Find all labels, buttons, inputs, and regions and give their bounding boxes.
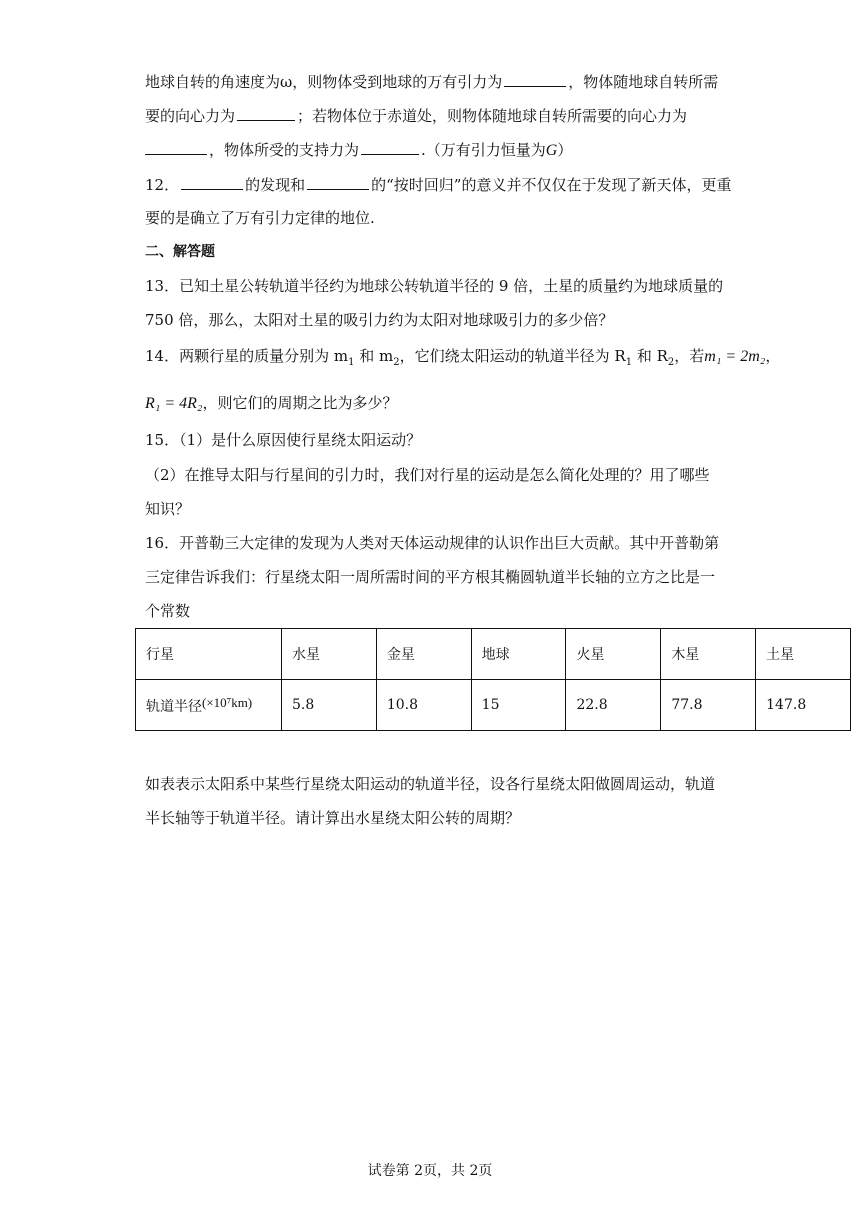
- section-heading: 二、解答题: [145, 244, 215, 260]
- question-16-line-4: 如表表示太阳系中某些行星绕太阳运动的轨道半径，设各行星绕太阳做圆周运动，轨道: [145, 775, 716, 793]
- answer-blank[interactable]: [361, 141, 419, 155]
- answer-blank[interactable]: [307, 176, 369, 190]
- text-segment: 要的是确立了万有引力定律的地位.: [145, 209, 375, 227]
- text-segment: ，若: [674, 347, 705, 365]
- table-row: [136, 680, 851, 731]
- table-cell: 10.8: [376, 680, 471, 731]
- table-cell: 木星: [661, 629, 756, 680]
- table-cell: 22.8: [566, 680, 661, 731]
- table-cell: 行星: [136, 629, 282, 680]
- answer-blank[interactable]: [145, 141, 207, 155]
- text-line-2: [145, 106, 687, 126]
- question-15-line-1: 15．（1）是什么原因使行星绕太阳运动？: [145, 431, 422, 449]
- table-cell: 77.8: [661, 680, 756, 731]
- table-cell: [136, 680, 282, 731]
- mass-ratio-equation: m₁ = 2m₂: [704, 348, 766, 365]
- subscript: 2: [667, 357, 675, 368]
- unit-label: (×10⁷km): [202, 694, 253, 710]
- question-14-line-2: [145, 393, 397, 414]
- table-cell: 地球: [471, 629, 566, 680]
- question-15-line-2: （2）在推导太阳与行星间的引力时，我们对行星的运动是怎么简化处理的？用了哪些: [145, 466, 710, 484]
- radius-ratio-equation: R₁ = 4R₂: [145, 395, 203, 412]
- answer-blank[interactable]: [504, 73, 566, 87]
- planet-orbit-table: [135, 628, 851, 731]
- text-segment: ，物体随地球自转所需: [568, 73, 719, 91]
- table-cell: 土星: [756, 629, 851, 680]
- table-cell: 火星: [566, 629, 661, 680]
- table-header-row: [136, 629, 851, 680]
- question-12-line-1: [145, 175, 731, 195]
- question-16-line-2: 三定律告诉我们：行星绕太阳一周所需时间的平方根其椭圆轨道半长轴的立方之比是一: [145, 568, 716, 586]
- text-segment: 和 R: [632, 347, 668, 365]
- text-segment: ，则它们的周期之比为多少？: [202, 394, 398, 412]
- question-16-line-1: 16．开普勒三大定律的发现为人类对天体运动规律的认识作出巨大贡献。其中开普勒第: [145, 534, 720, 552]
- text-segment: ，它们绕太阳运动的轨道半径为 R: [399, 347, 626, 365]
- text-segment: .（万有引力恒量为: [421, 141, 546, 159]
- subscript: 2: [393, 357, 400, 368]
- text-segment: 的发现和: [245, 176, 306, 194]
- table-cell: 147.8: [756, 680, 851, 731]
- text-segment: ；若物体位于赤道处，则物体随地球自转所需要的向心力为: [297, 107, 688, 125]
- question-12-line-2: [145, 208, 375, 228]
- text-segment: 14．两颗行星的质量分别为 m: [145, 347, 349, 365]
- subscript: 1: [625, 357, 633, 368]
- table-cell: 金星: [376, 629, 471, 680]
- text-line-1: [145, 72, 718, 92]
- text-segment: ）: [557, 141, 573, 159]
- table-cell: 5.8: [282, 680, 377, 731]
- page-footer: 试卷第 2页，共 2页: [367, 1163, 493, 1179]
- question-14-line-1: [145, 346, 780, 373]
- subscript: 1: [348, 357, 355, 368]
- question-15-line-3: 知识？: [145, 500, 191, 518]
- text-segment: ，物体所受的支持力为: [209, 141, 360, 159]
- gravitational-constant-symbol: G: [545, 142, 558, 159]
- answer-blank[interactable]: [237, 107, 295, 121]
- text-line-3: [145, 140, 572, 161]
- answer-blank[interactable]: [181, 176, 243, 190]
- text-segment: 的“按时回归”的意义并不仅仅在于发现了新天体，更重: [371, 176, 732, 194]
- text-segment: ，: [765, 347, 781, 365]
- question-16-line-3: 个常数: [145, 602, 191, 620]
- table-cell: 15: [471, 680, 566, 731]
- question-13-line-1: 13．已知土星公转轨道半径约为地球公转轨道半径的 9 倍，土星的质量约为地球质量的: [145, 277, 724, 295]
- question-16-line-5: 半长轴等于轨道半径。请计算出水星绕太阳公转的周期？: [145, 809, 521, 827]
- row-label: 轨道半径: [146, 698, 202, 715]
- text-segment: 要的向心力为: [145, 107, 236, 125]
- text-segment: 地球自转的角速度为ω，则物体受到地球的万有引力为: [145, 73, 503, 91]
- table-cell: 水星: [282, 629, 377, 680]
- question-13-line-2: 750 倍，那么，太阳对土星的吸引力约为太阳对地球吸引力的多少倍？: [145, 311, 614, 329]
- question-number: 12．: [145, 176, 180, 194]
- text-segment: 和 m: [354, 347, 394, 365]
